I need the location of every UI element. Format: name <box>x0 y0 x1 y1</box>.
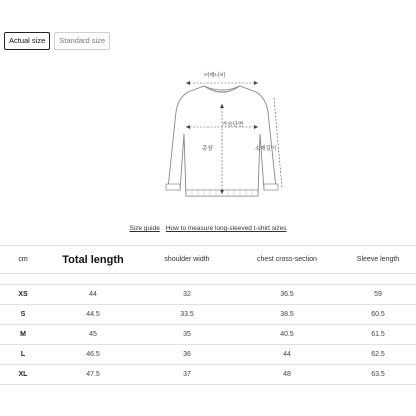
header-cm: cm <box>0 246 46 274</box>
cell-shoulder-width: 32 <box>140 285 234 305</box>
sweatshirt-diagram <box>152 64 292 216</box>
table-header-row <box>0 246 416 274</box>
cell-sleeve-length: 60.5 <box>340 305 416 325</box>
cell-sleeve-length: 63.5 <box>340 365 416 385</box>
table-row <box>0 325 416 345</box>
how-to-measure-link[interactable]: How to measure long-sleeved t-shirt sizes <box>165 225 287 232</box>
header-total-length: Total length <box>46 246 140 274</box>
cell-total-length: 47.5 <box>46 365 140 385</box>
size-label: L <box>0 345 46 365</box>
tab-standard-size[interactable]: Standard size <box>54 32 110 50</box>
diagram-label-chest: 가슴단면 <box>222 122 244 128</box>
diagram-label-shoulder: 어깨너비 <box>204 73 226 79</box>
table-row <box>0 285 416 305</box>
size-label: M <box>0 325 46 345</box>
table-spacer-row <box>0 274 416 285</box>
cell-shoulder-width: 35 <box>140 325 234 345</box>
cell-chest: 36.5 <box>234 285 340 305</box>
header-shoulder-width: shoulder width <box>140 246 234 274</box>
cell-shoulder-width: 37 <box>140 365 234 385</box>
cell-chest: 40.5 <box>234 325 340 345</box>
cell-sleeve-length: 61.5 <box>340 325 416 345</box>
table-row <box>0 345 416 365</box>
size-tabs <box>4 32 110 50</box>
cell-shoulder-width: 33.5 <box>140 305 234 325</box>
size-guide-link[interactable]: Size guide <box>129 225 160 232</box>
cell-total-length: 45 <box>46 325 140 345</box>
cell-sleeve-length: 59 <box>340 285 416 305</box>
tab-actual-size[interactable]: Actual size <box>4 32 50 50</box>
size-links <box>0 225 416 232</box>
cell-sleeve-length: 62.5 <box>340 345 416 365</box>
diagram-label-total-length: 총장 <box>202 146 213 152</box>
cell-shoulder-width: 36 <box>140 345 234 365</box>
cell-total-length: 46.5 <box>46 345 140 365</box>
cell-total-length: 44 <box>46 285 140 305</box>
size-label: S <box>0 305 46 325</box>
size-label: XS <box>0 285 46 305</box>
table-row <box>0 305 416 325</box>
cell-chest: 48 <box>234 365 340 385</box>
cell-chest: 44 <box>234 345 340 365</box>
size-label: XL <box>0 365 46 385</box>
table-row <box>0 365 416 385</box>
header-sleeve-length: Sleeve length <box>340 246 416 274</box>
header-chest-cross-section: chest cross-section <box>234 246 340 274</box>
sweatshirt-illustration <box>152 64 292 216</box>
cell-total-length: 44.5 <box>46 305 140 325</box>
size-table <box>0 245 416 385</box>
diagram-label-sleeve: 소매길이 <box>255 146 277 152</box>
cell-chest: 38.5 <box>234 305 340 325</box>
